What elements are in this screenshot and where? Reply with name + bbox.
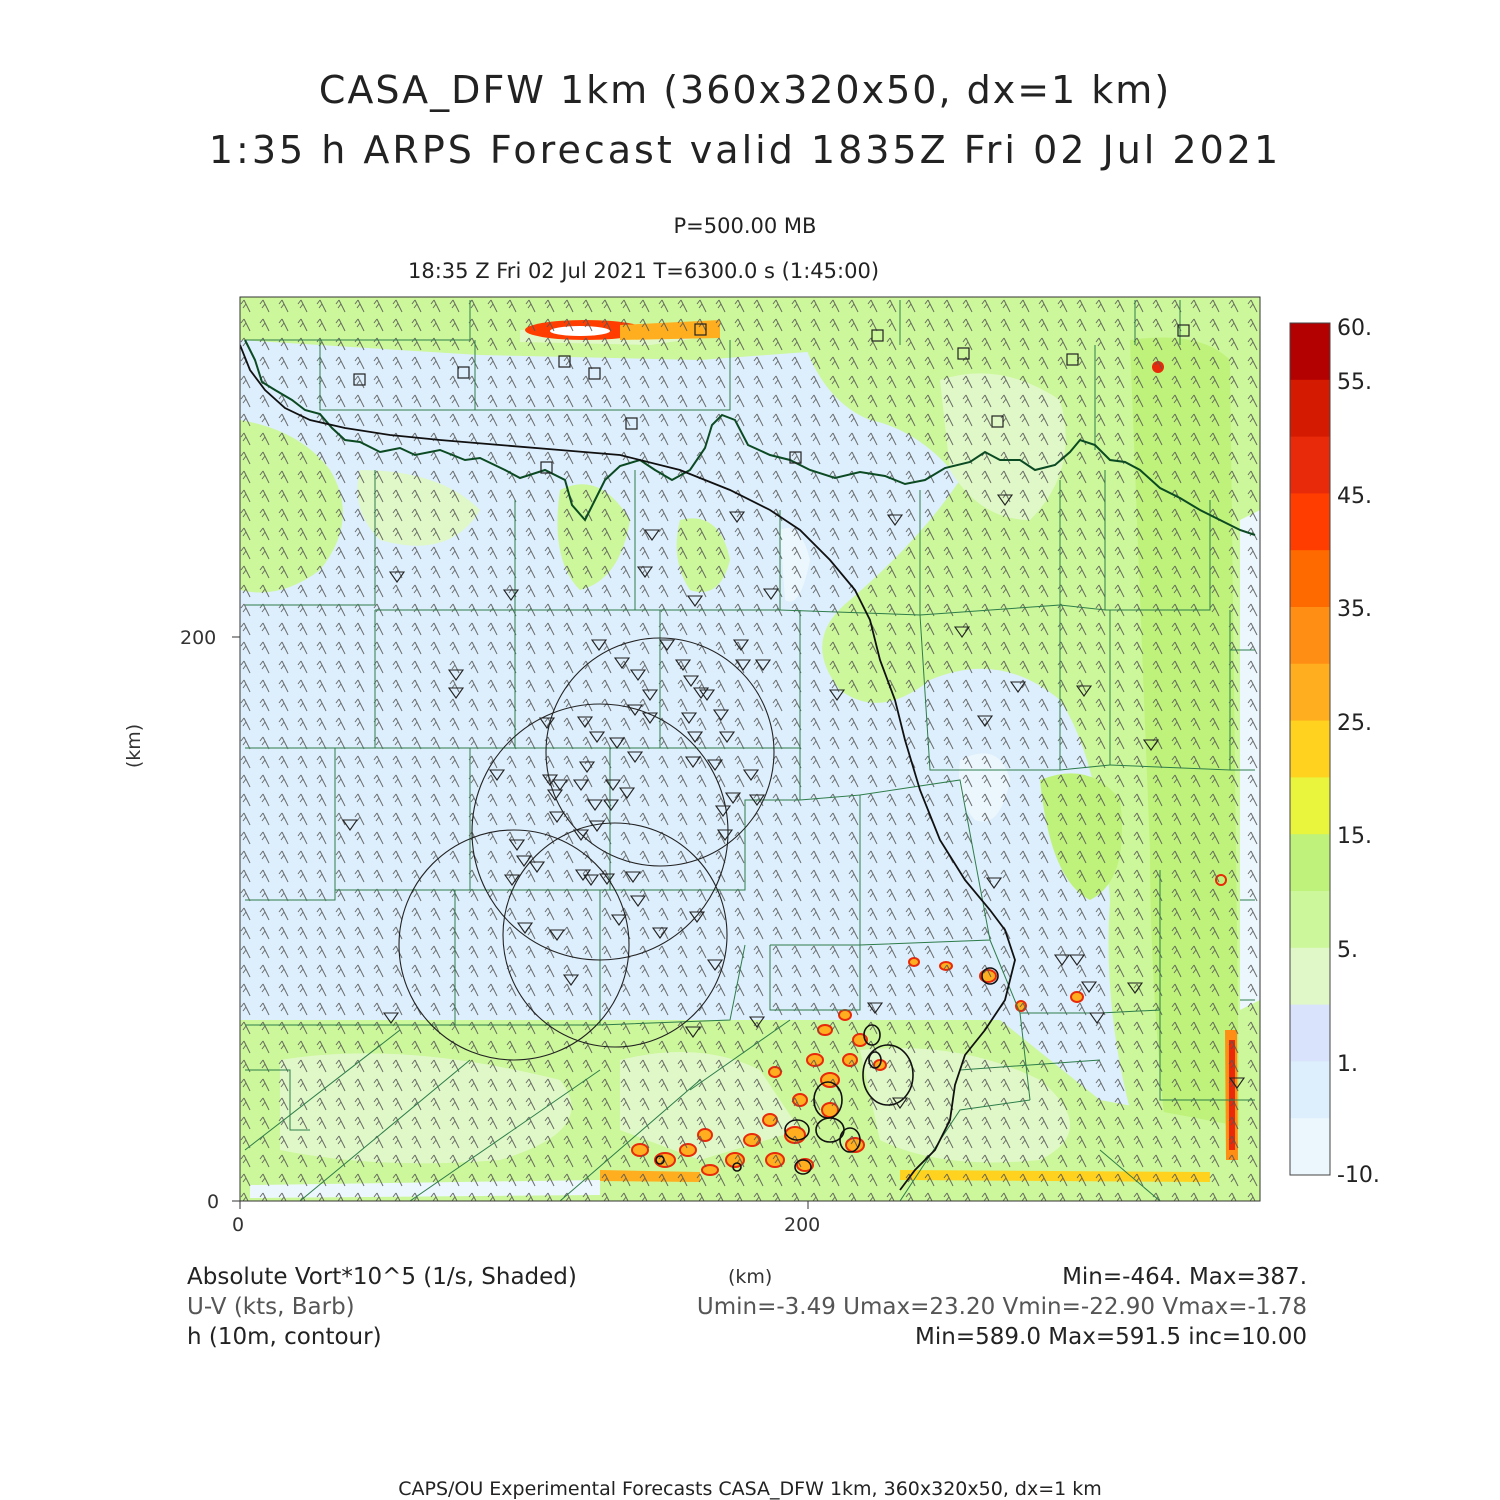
colorbar [1290, 323, 1330, 1176]
colorbar-bin [1290, 948, 1330, 1005]
colorbar-label-5: 5. [1337, 938, 1358, 963]
title-line-1: CASA_DFW 1km (360x320x50, dx=1 km) [318, 68, 1172, 112]
valid-time-info: 18:35 Z Fri 02 Jul 2021 T=6300.0 s (1:45:00) [408, 259, 880, 283]
y-tick-0: 0 [207, 1191, 220, 1213]
y-tick-200: 200 [180, 627, 217, 649]
colorbar-label-35: 35. [1337, 597, 1372, 622]
footer-credit: CAPS/OU Experimental Forecasts CASA_DFW 1km, 360x320x50, dx=1 km [398, 1478, 1102, 1500]
legend-height-stats: Min=589.0 Max=591.5 inc=10.00 [915, 1324, 1307, 1350]
colorbar-label-25: 25. [1337, 711, 1372, 736]
colorbar-label-1: 1. [1337, 1052, 1358, 1077]
colorbar-label-15: 15. [1337, 824, 1372, 849]
colorbar-bin [1290, 493, 1330, 550]
legend-vorticity-stats: Min=-464. Max=387. [1062, 1264, 1307, 1290]
colorbar-bin [1290, 891, 1330, 948]
colorbar-bin [1290, 1118, 1330, 1175]
colorbar-bin [1290, 1061, 1330, 1118]
colorbar-bin [1290, 664, 1330, 721]
vorticity-shading [240, 297, 1260, 1201]
colorbar-label-minus10: -10. [1337, 1163, 1380, 1188]
colorbar-bin [1290, 380, 1330, 437]
legend-field-height: h (10m, contour) [187, 1324, 382, 1350]
legend-field-vorticity: Absolute Vort*10^5 (1/s, Shaded) [187, 1264, 577, 1290]
colorbar-bin [1290, 550, 1330, 607]
x-tick-200: 200 [784, 1214, 821, 1236]
x-tick-0: 0 [232, 1214, 245, 1236]
legend-field-wind: U-V (kts, Barb) [187, 1294, 355, 1320]
pressure-level: P=500.00 MB [673, 214, 817, 238]
x-axis-unit: (km) [728, 1266, 773, 1288]
legend-wind-stats: Umin=-3.49 Umax=23.20 Vmin=-22.90 Vmax=-1.78 [696, 1294, 1307, 1320]
colorbar-label-45: 45. [1337, 484, 1372, 509]
title-line-2: 1:35 h ARPS Forecast valid 1835Z Fri 02 Jul 2021 [208, 128, 1282, 172]
y-axis-unit: (km) [123, 723, 146, 769]
colorbar-bin [1290, 834, 1330, 891]
colorbar-label-55: 55. [1337, 370, 1372, 395]
colorbar-bin [1290, 777, 1330, 834]
colorbar-bin [1290, 607, 1330, 664]
colorbar-bin [1290, 1005, 1330, 1062]
colorbar-bin [1290, 721, 1330, 778]
colorbar-label-60: 60. [1337, 316, 1372, 341]
colorbar-bin [1290, 437, 1330, 494]
colorbar-bin [1290, 323, 1330, 380]
